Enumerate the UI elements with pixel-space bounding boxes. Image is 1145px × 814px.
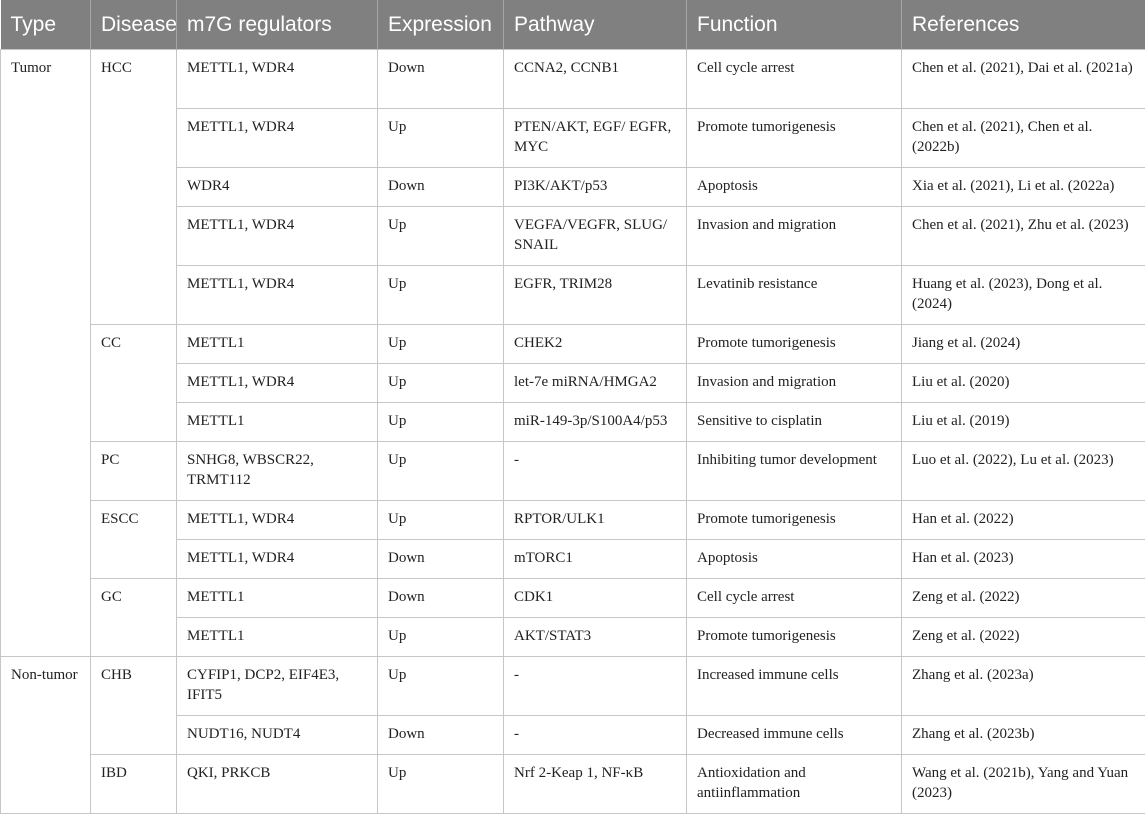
pathway-cell: let-7e miRNA/HMGA2 <box>504 364 687 403</box>
header-type: Type <box>1 0 91 50</box>
disease-cell: GC <box>91 579 177 657</box>
regulators-cell: METTL1, WDR4 <box>177 207 378 266</box>
expression-cell: Up <box>378 618 504 657</box>
expression-cell: Down <box>378 716 504 755</box>
expression-cell: Up <box>378 325 504 364</box>
function-cell: Cell cycle arrest <box>687 579 902 618</box>
expression-cell: Down <box>378 50 504 109</box>
regulators-cell: METTL1, WDR4 <box>177 50 378 109</box>
references-cell: Liu et al. (2019) <box>902 403 1145 442</box>
type-cell: Non-tumor <box>1 657 91 814</box>
expression-cell: Down <box>378 540 504 579</box>
function-cell: Decreased immune cells <box>687 716 902 755</box>
table-row <box>1 442 1145 501</box>
table-row <box>1 325 1145 364</box>
disease-cell: HCC <box>91 50 177 325</box>
pathway-cell: CHEK2 <box>504 325 687 364</box>
disease-cell: ESCC <box>91 501 177 579</box>
regulators-cell: METTL1 <box>177 403 378 442</box>
function-cell: Promote tumorigenesis <box>687 109 902 168</box>
expression-cell: Up <box>378 403 504 442</box>
references-cell: Chen et al. (2021), Dai et al. (2021a) <box>902 50 1145 109</box>
header-function: Function <box>687 0 902 50</box>
function-cell: Invasion and migration <box>687 364 902 403</box>
regulators-cell: NUDT16, NUDT4 <box>177 716 378 755</box>
references-cell: Zeng et al. (2022) <box>902 618 1145 657</box>
references-cell: Zhang et al. (2023b) <box>902 716 1145 755</box>
expression-cell: Up <box>378 207 504 266</box>
pathway-cell: VEGFA/VEGFR, SLUG/ SNAIL <box>504 207 687 266</box>
references-cell: Zeng et al. (2022) <box>902 579 1145 618</box>
references-cell: Wang et al. (2021b), Yang and Yuan (2023) <box>902 755 1145 814</box>
references-cell: Luo et al. (2022), Lu et al. (2023) <box>902 442 1145 501</box>
pathway-cell: Nrf 2-Keap 1, NF-κB <box>504 755 687 814</box>
header-regulators: m7G regulators <box>177 0 378 50</box>
table-row <box>1 755 1145 814</box>
references-cell: Jiang et al. (2024) <box>902 325 1145 364</box>
references-cell: Chen et al. (2021), Zhu et al. (2023) <box>902 207 1145 266</box>
expression-cell: Up <box>378 266 504 325</box>
regulators-cell: METTL1, WDR4 <box>177 540 378 579</box>
expression-cell: Up <box>378 657 504 716</box>
expression-cell: Down <box>378 168 504 207</box>
pathway-cell: RPTOR/ULK1 <box>504 501 687 540</box>
references-cell: Han et al. (2023) <box>902 540 1145 579</box>
pathway-cell: - <box>504 657 687 716</box>
function-cell: Promote tumorigenesis <box>687 618 902 657</box>
function-cell: Apoptosis <box>687 540 902 579</box>
pathway-cell: PI3K/AKT/p53 <box>504 168 687 207</box>
expression-cell: Up <box>378 501 504 540</box>
disease-cell: CC <box>91 325 177 442</box>
pathway-cell: mTORC1 <box>504 540 687 579</box>
references-cell: Liu et al. (2020) <box>902 364 1145 403</box>
regulators-cell: METTL1, WDR4 <box>177 501 378 540</box>
pathway-cell: - <box>504 442 687 501</box>
table-row <box>1 579 1145 618</box>
references-cell: Chen et al. (2021), Chen et al. (2022b) <box>902 109 1145 168</box>
disease-cell: IBD <box>91 755 177 814</box>
references-cell: Han et al. (2022) <box>902 501 1145 540</box>
function-cell: Invasion and migration <box>687 207 902 266</box>
function-cell: Sensitive to cisplatin <box>687 403 902 442</box>
regulators-cell: METTL1 <box>177 579 378 618</box>
pathway-cell: miR-149-3p/S100A4/p53 <box>504 403 687 442</box>
function-cell: Promote tumorigenesis <box>687 501 902 540</box>
header-row <box>1 0 1145 50</box>
regulators-cell: METTL1, WDR4 <box>177 266 378 325</box>
regulators-cell: CYFIP1, DCP2, EIF4E3, IFIT5 <box>177 657 378 716</box>
regulators-cell: METTL1, WDR4 <box>177 109 378 168</box>
table-row <box>1 50 1145 109</box>
pathway-cell: CCNA2, CCNB1 <box>504 50 687 109</box>
references-cell: Huang et al. (2023), Dong et al. (2024) <box>902 266 1145 325</box>
function-cell: Levatinib resistance <box>687 266 902 325</box>
expression-cell: Down <box>378 579 504 618</box>
pathway-cell: CDK1 <box>504 579 687 618</box>
table-row <box>1 657 1145 716</box>
function-cell: Apoptosis <box>687 168 902 207</box>
function-cell: Inhibiting tumor development <box>687 442 902 501</box>
disease-cell: CHB <box>91 657 177 755</box>
references-cell: Zhang et al. (2023a) <box>902 657 1145 716</box>
references-cell: Xia et al. (2021), Li et al. (2022a) <box>902 168 1145 207</box>
pathway-cell: EGFR, TRIM28 <box>504 266 687 325</box>
pathway-cell: - <box>504 716 687 755</box>
function-cell: Cell cycle arrest <box>687 50 902 109</box>
function-cell: Antioxidation and antiinflammation <box>687 755 902 814</box>
regulators-cell: METTL1, WDR4 <box>177 364 378 403</box>
regulators-cell: QKI, PRKCB <box>177 755 378 814</box>
pathway-cell: AKT/STAT3 <box>504 618 687 657</box>
header-disease: Disease <box>91 0 177 50</box>
header-expression: Expression <box>378 0 504 50</box>
expression-cell: Up <box>378 109 504 168</box>
regulators-cell: SNHG8, WBSCR22, TRMT112 <box>177 442 378 501</box>
disease-cell: PC <box>91 442 177 501</box>
expression-cell: Up <box>378 442 504 501</box>
regulators-cell: METTL1 <box>177 325 378 364</box>
header-pathway: Pathway <box>504 0 687 50</box>
regulators-cell: WDR4 <box>177 168 378 207</box>
table-row <box>1 501 1145 540</box>
function-cell: Promote tumorigenesis <box>687 325 902 364</box>
regulators-cell: METTL1 <box>177 618 378 657</box>
header-references: References <box>902 0 1145 50</box>
expression-cell: Up <box>378 755 504 814</box>
function-cell: Increased immune cells <box>687 657 902 716</box>
type-cell: Tumor <box>1 50 91 657</box>
pathway-cell: PTEN/AKT, EGF/ EGFR, MYC <box>504 109 687 168</box>
expression-cell: Up <box>378 364 504 403</box>
